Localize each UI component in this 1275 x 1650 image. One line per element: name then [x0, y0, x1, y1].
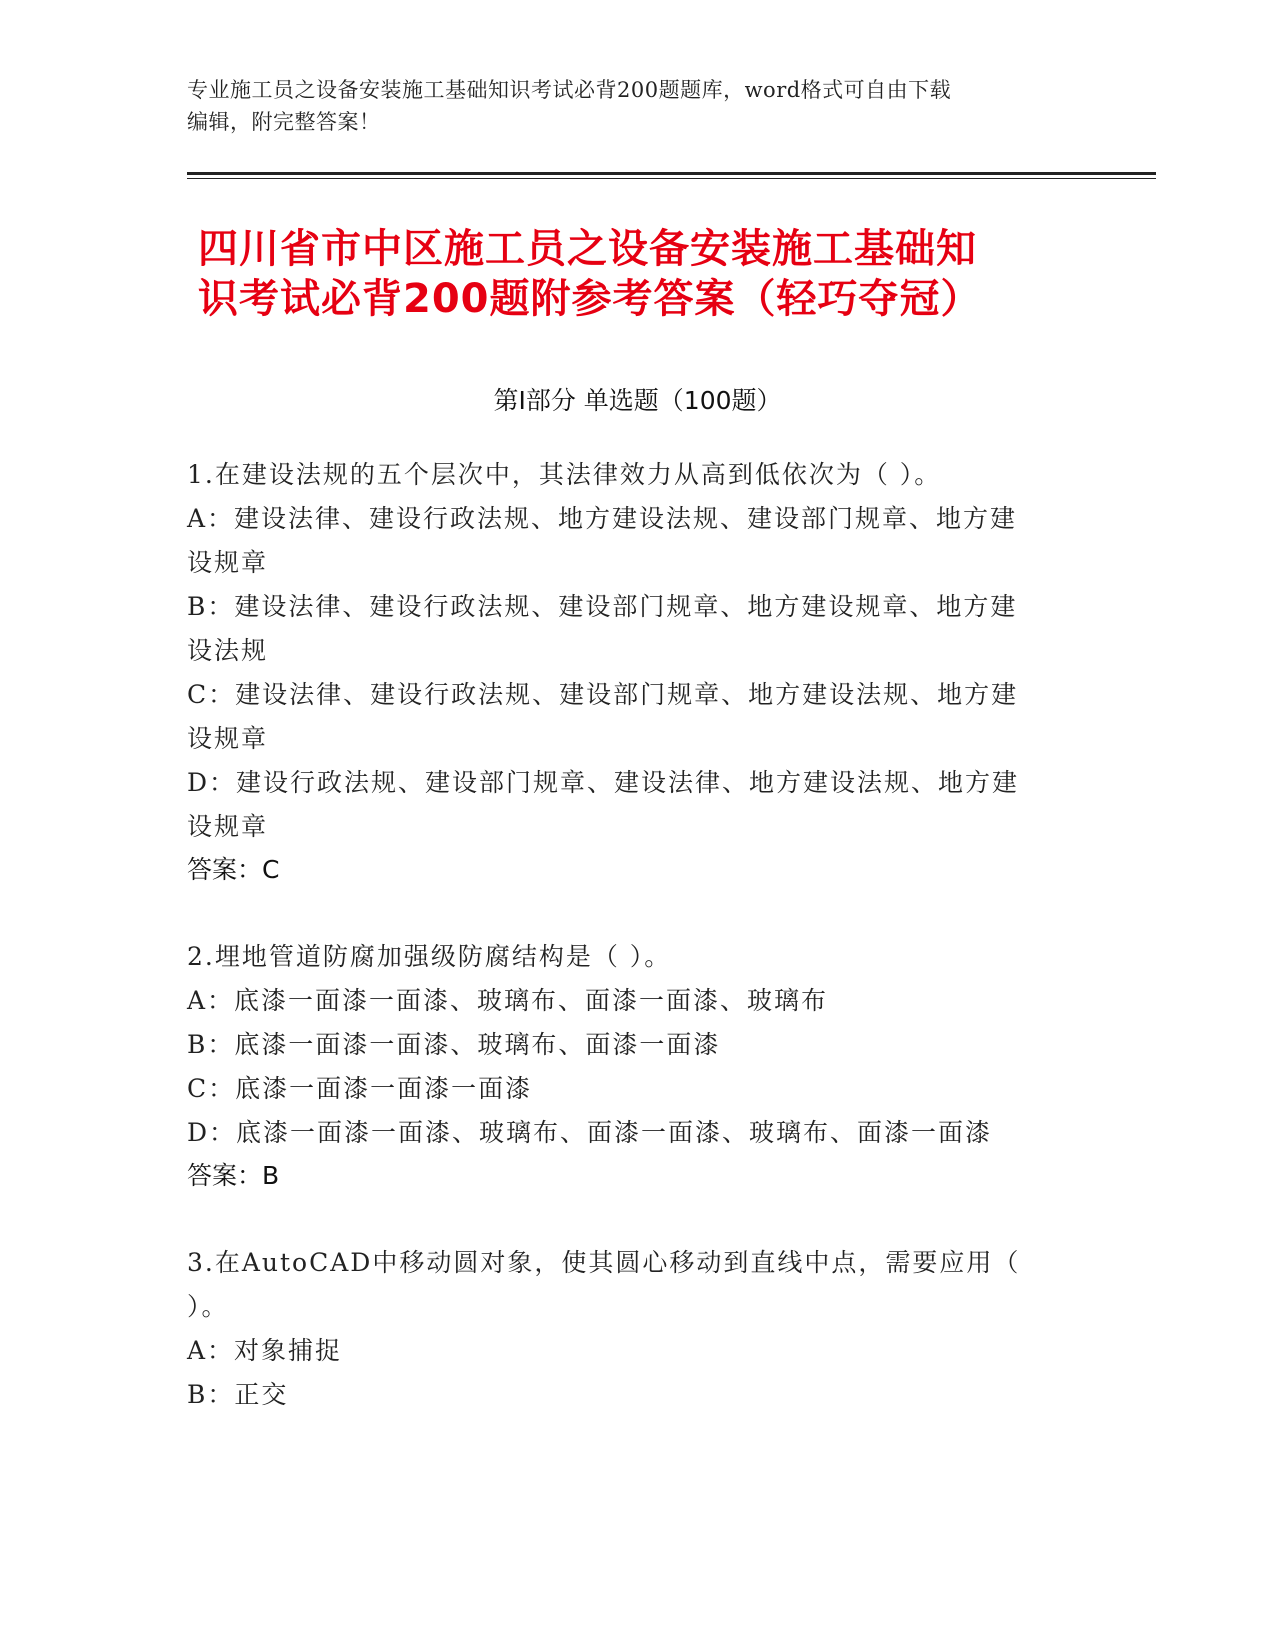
document-title	[198, 224, 1098, 324]
question-3-stem: 3.在AutoCAD中移动圆对象，使其圆心移动到直线中点，需要应用（	[187, 1248, 1021, 1277]
question-2-answer: 答案：B	[187, 1161, 280, 1190]
header-divider-thick	[187, 172, 1156, 175]
question-2-stem: 2.埋地管道防腐加强级防腐结构是（ ）。	[187, 942, 672, 971]
question-1-option-b: B：建设法律、建设行政法规、建设部门规章、地方建设规章、地方建	[187, 592, 1018, 621]
header-note	[187, 74, 1067, 138]
question-1-answer: 答案：C	[187, 855, 280, 884]
document-title-line-1: 四川省市中区施工员之设备安装施工基础知	[198, 226, 977, 272]
question-2-option-b: B：底漆一面漆一面漆、玻璃布、面漆一面漆	[187, 1030, 721, 1059]
question-1-option-b-cont: 设法规	[187, 636, 269, 665]
question-1-option-d-cont: 设规章	[187, 812, 269, 841]
question-2-option-d: D：底漆一面漆一面漆、玻璃布、面漆一面漆、玻璃布、面漆一面漆	[187, 1118, 993, 1147]
question-1-stem: 1.在建设法规的五个层次中，其法律效力从高到低依次为（ ）。	[187, 460, 942, 489]
question-3-option-a: A：对象捕捉	[187, 1336, 343, 1365]
question-1-option-c: C：建设法律、建设行政法规、建设部门规章、地方建设法规、地方建	[187, 680, 1019, 709]
question-2-option-a: A：底漆一面漆一面漆、玻璃布、面漆一面漆、玻璃布	[187, 986, 829, 1015]
document-title-line-2: 识考试必背200题附参考答案（轻巧夺冠）	[198, 276, 982, 322]
section-heading: 第Ⅰ部分 单选题（100题）	[493, 386, 782, 415]
header-divider-thin	[187, 178, 1156, 179]
header-note-line-1: 专业施工员之设备安装施工基础知识考试必背200题题库，word格式可自由下载	[187, 78, 952, 102]
question-2-option-c: C：底漆一面漆一面漆一面漆	[187, 1074, 533, 1103]
question-3-stem-cont: ）。	[187, 1292, 229, 1321]
question-1-option-d: D：建设行政法规、建设部门规章、建设法律、地方建设法规、地方建	[187, 768, 1020, 797]
question-3-option-b: B：正交	[187, 1380, 289, 1409]
header-note-line-2: 编辑，附完整答案！	[187, 110, 381, 134]
question-1-option-a: A：建设法律、建设行政法规、地方建设法规、建设部门规章、地方建	[187, 504, 1018, 533]
question-1-option-c-cont: 设规章	[187, 724, 269, 753]
question-1-option-a-cont: 设规章	[187, 548, 269, 577]
